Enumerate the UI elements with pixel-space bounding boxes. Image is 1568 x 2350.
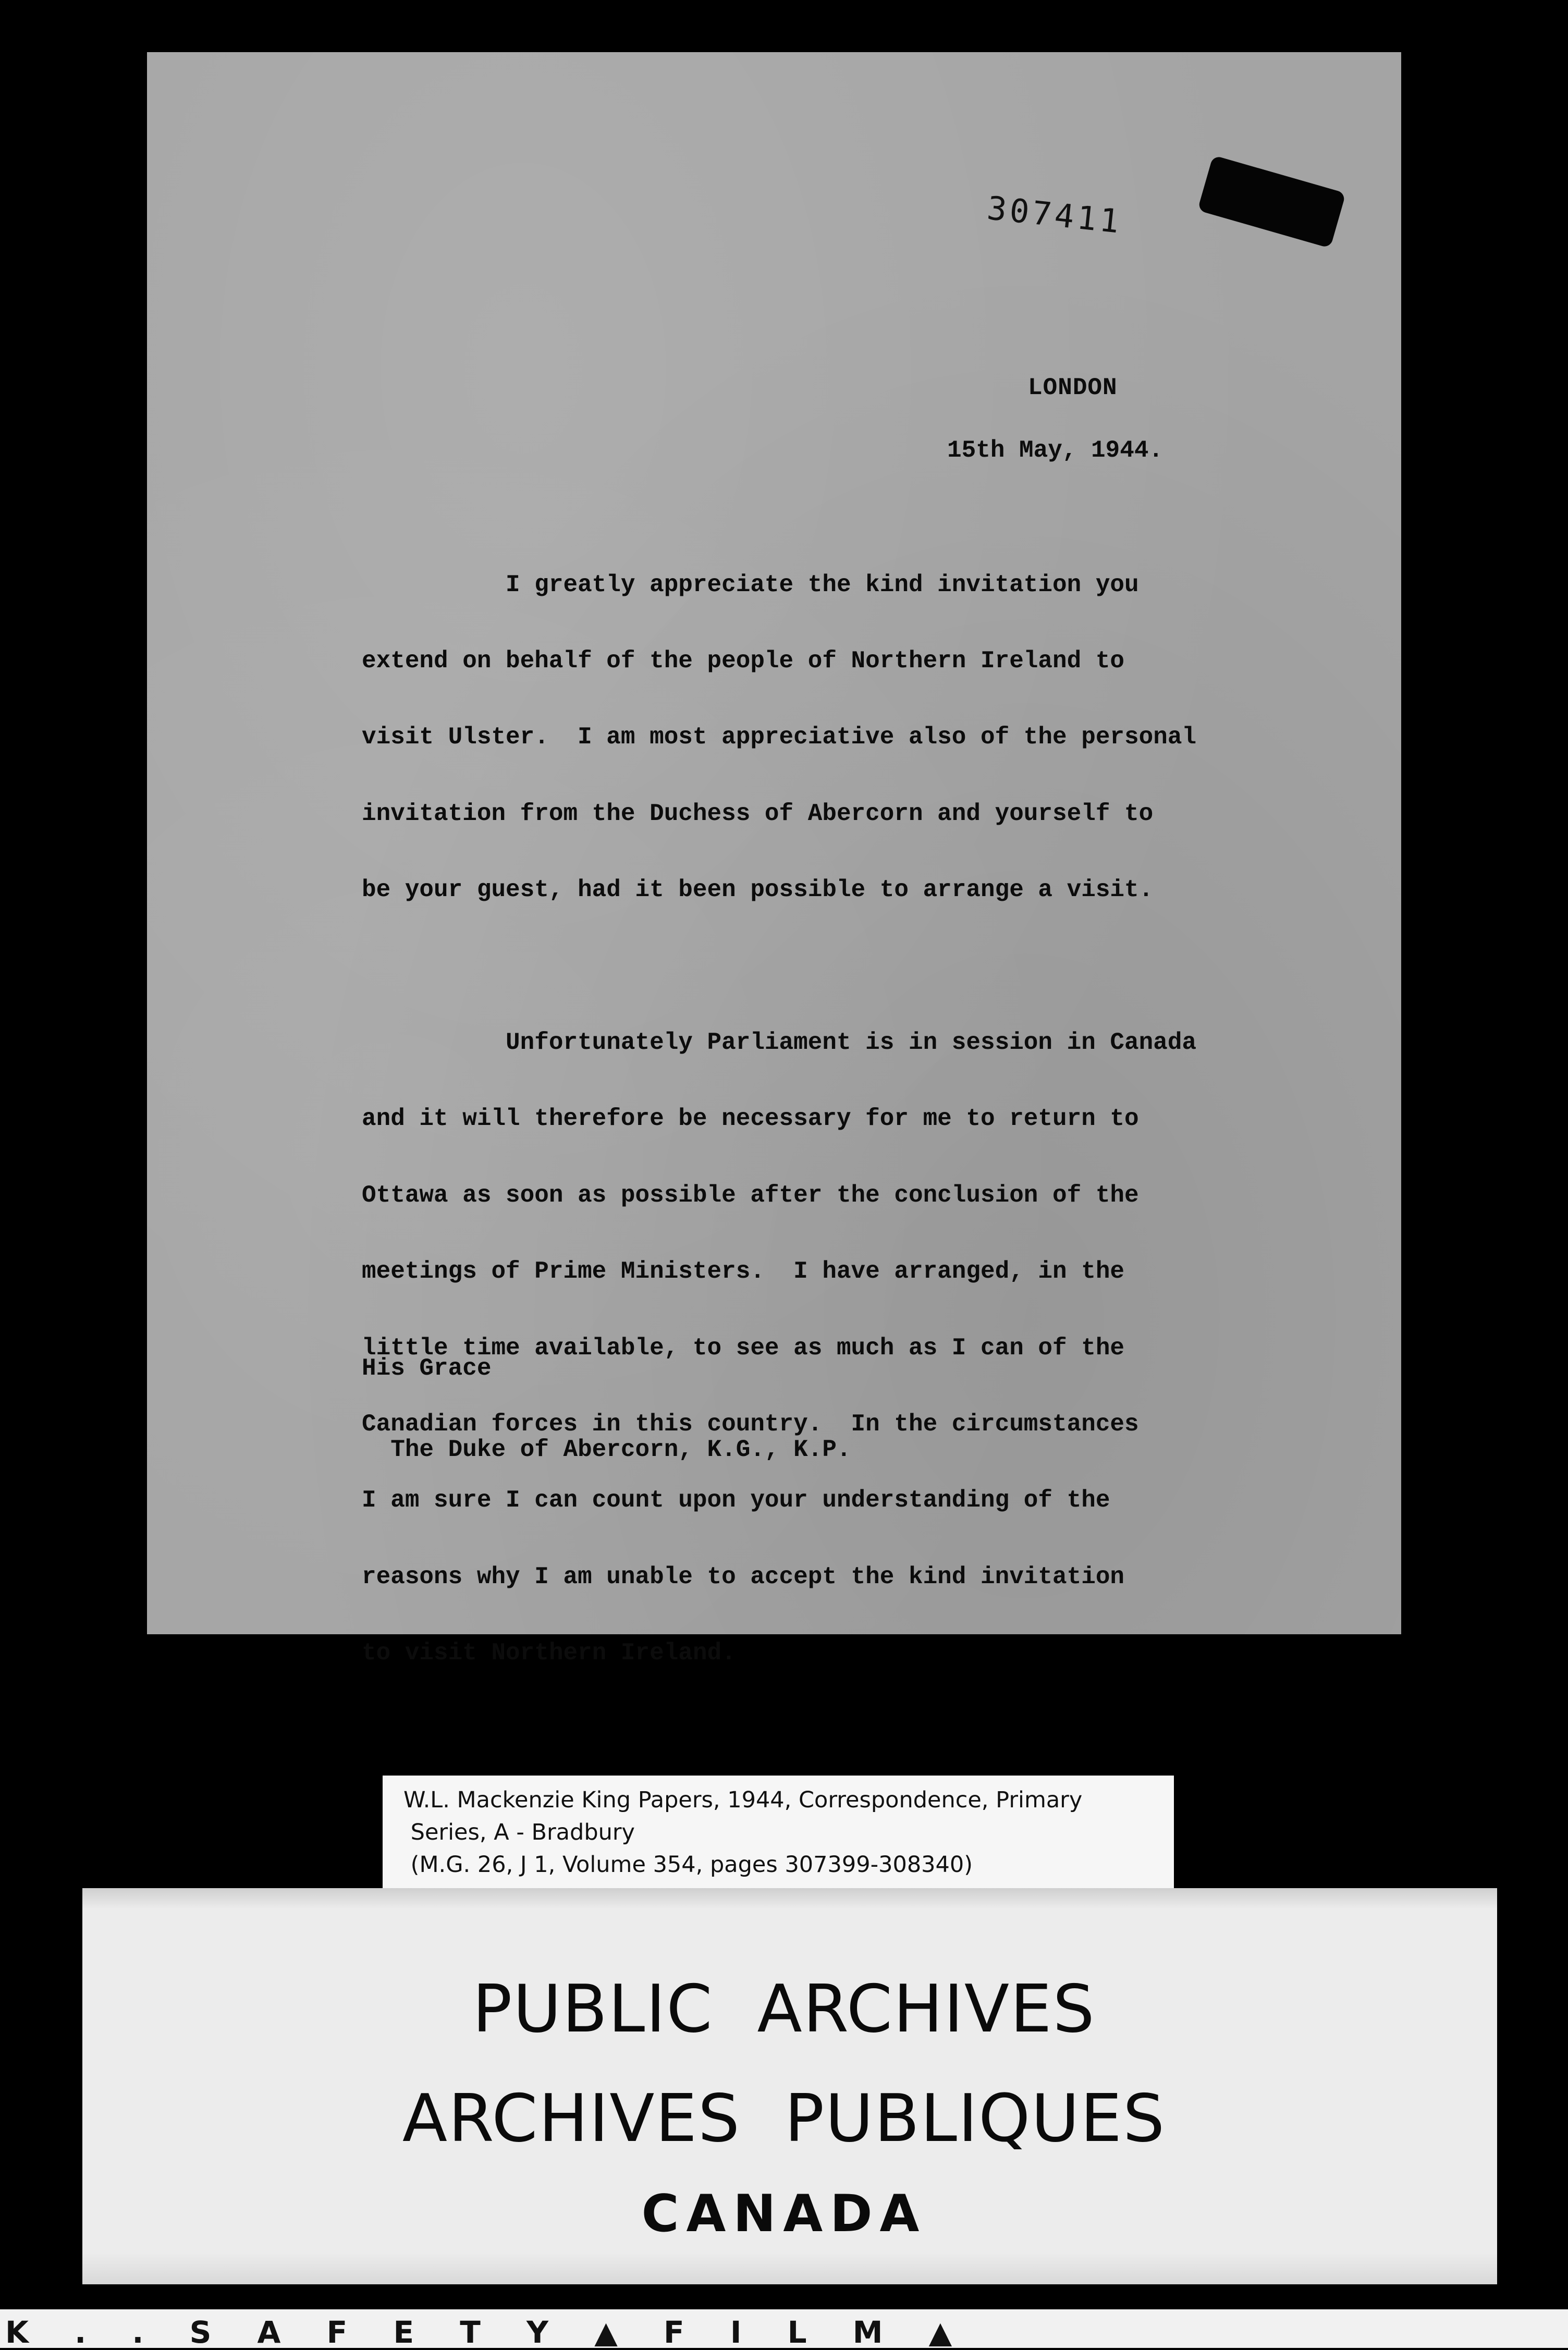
letter-place: LONDON: [1028, 374, 1118, 401]
letter-body: [362, 521, 1196, 1717]
letter-line: extend on behalf of the people of Northern Ireland to: [362, 647, 1125, 675]
letter-line: and it will therefore be necessary for me to return to: [362, 1105, 1139, 1133]
letter-line: [362, 954, 1196, 980]
letter-line: visit Ulster. I am most appreciative also of the personal: [362, 724, 1197, 751]
letter-line: Canadian forces in this country. In the circumstances: [362, 1410, 1139, 1438]
black-tab-mark: [1197, 155, 1346, 249]
letter-addressee: [362, 1301, 851, 1517]
letter-line: I greatly appreciate the kind invitation you: [362, 571, 1139, 598]
letter-page: [147, 52, 1401, 1667]
letter-line: invitation from the Duchess of Abercorn and yourself to: [362, 800, 1154, 827]
letter-line: meetings of Prime Ministers. I have arranged, in the: [362, 1258, 1125, 1286]
letter-line: Ottawa as soon as possible after the conclusion of the: [362, 1181, 1139, 1209]
letter-line: little time available, to see as much as I can of the: [362, 1334, 1125, 1362]
letter-line: to visit Northern Ireland.: [362, 1639, 736, 1667]
letter-line: be your guest, had it been possible to arrange a visit.: [362, 876, 1154, 904]
citation-line-2: Series, A - Bradbury: [403, 1819, 635, 1845]
archives-title-english: PUBLIC ARCHIVES: [472, 1970, 1096, 2047]
letter-line: I am sure I can count upon your understanding of the: [362, 1487, 1110, 1514]
citation-line-3: (M.G. 26, J 1, Volume 354, pages 307399-308340): [403, 1852, 973, 1878]
letter-line: Unfortunately Parliament is in session in Canada: [362, 1029, 1197, 1056]
film-edge-text: K . . S A F E T Y ▲ F I L M ▲: [5, 2315, 970, 2350]
archives-country: CANADA: [641, 2184, 927, 2244]
citation-line-1: W.L. Mackenzie King Papers, 1944, Correspondence, Primary: [403, 1787, 1083, 1813]
addressee-name: The Duke of Abercorn, K.G., K.P.: [362, 1436, 851, 1463]
archive-stamp-number: 307411: [985, 189, 1124, 241]
archives-title-french: ARCHIVES PUBLIQUES: [402, 2080, 1166, 2157]
citation-card: [383, 1776, 1174, 1889]
letter-line: reasons why I am unable to accept the kind invitation: [362, 1563, 1125, 1590]
letter-date: 15th May, 1944.: [947, 437, 1163, 464]
addressee-title: His Grace: [362, 1355, 492, 1382]
